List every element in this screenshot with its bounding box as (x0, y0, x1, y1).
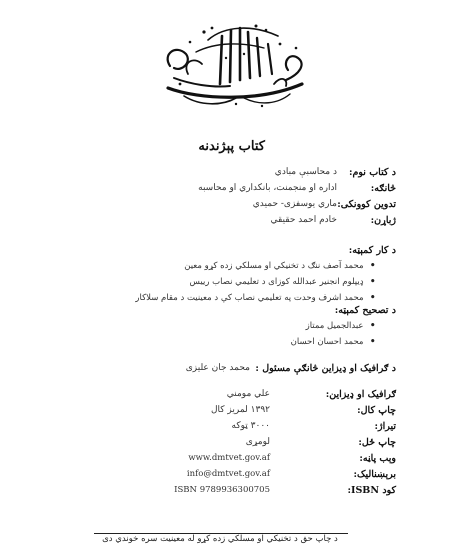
bullet-icon: • (369, 275, 376, 288)
list-item: •عبدالجميل ممتاز (305, 319, 376, 332)
bullet-icon: • (369, 319, 376, 332)
print-run-value: ۳۰۰۰ ټوکه (231, 421, 270, 431)
graphics-head-label: د ګرافيک او ډيزاين څانګې مسئول : (255, 363, 396, 374)
list-item: •محمد احسان احسان (290, 335, 376, 348)
compiler-value: ماري يوسفزی- حميدي (252, 199, 337, 209)
translator-label: ژباړن: (370, 215, 396, 226)
correction-list (176, 319, 376, 351)
email-label: برېښناليک: (353, 469, 396, 480)
isbn-label: کود ISBN: (347, 485, 396, 496)
print-year-label: چاپ کال: (357, 405, 396, 416)
edition-value: لومړی (245, 437, 270, 447)
book-name-label: د کتاب نوم: (348, 167, 396, 178)
department-value: اداره او منجمنت، بانکداري او محاسبه (198, 183, 337, 193)
committee-label: د کار کمېټه: (348, 245, 396, 256)
print-run-label: تيراژ: (374, 421, 396, 432)
website-label: وېب پاڼه: (359, 453, 396, 464)
page-title: کتاب پېژندنه (198, 139, 265, 154)
list-item: •ډيپلوم انجنير عبدالله کوزای د تعليمي نصاب رييس (189, 275, 376, 288)
website-value[interactable]: www.dmtvet.gov.af (188, 453, 270, 463)
list-item: •محمد آصف ننګ د تخنيکي او مسلکي زده کړو معين (184, 259, 376, 272)
isbn-value: ISBN 9789936300705 (174, 485, 270, 495)
bullet-icon: • (369, 291, 376, 304)
design-value: علي مومني (226, 389, 270, 399)
copyright-notice: د چاپ حق د تخنيکي او مسلکي زده کړو له معينيت سره خوندي دی (102, 534, 338, 544)
graphics-head-value: محمد جان عليزی (185, 363, 250, 373)
book-name-value: د محاسبې مبادي (274, 167, 337, 177)
translator-value: خادم احمد حقيقي (270, 215, 337, 225)
department-label: څانګه: (370, 183, 396, 194)
email-value[interactable]: info@dmtvet.gov.af (186, 469, 270, 479)
compiler-label: تدوین کوونکی: (337, 199, 396, 210)
bullet-icon: • (369, 259, 376, 272)
edition-label: چاپ ځل: (358, 437, 396, 448)
correction-label: د تصحيح کمېټه: (334, 305, 396, 316)
print-year-value: ۱۳۹۲ لمريز کال (210, 405, 270, 415)
basmala-calligraphy (160, 18, 310, 110)
bullet-icon: • (369, 335, 376, 348)
design-label: ګرافيک او ډيزاين: (325, 389, 396, 400)
committee-list (56, 259, 376, 307)
list-item: •محمد اشرف وحدت په تعليمي نصاب کې د معينيت د مقام سلاکار (135, 291, 376, 304)
